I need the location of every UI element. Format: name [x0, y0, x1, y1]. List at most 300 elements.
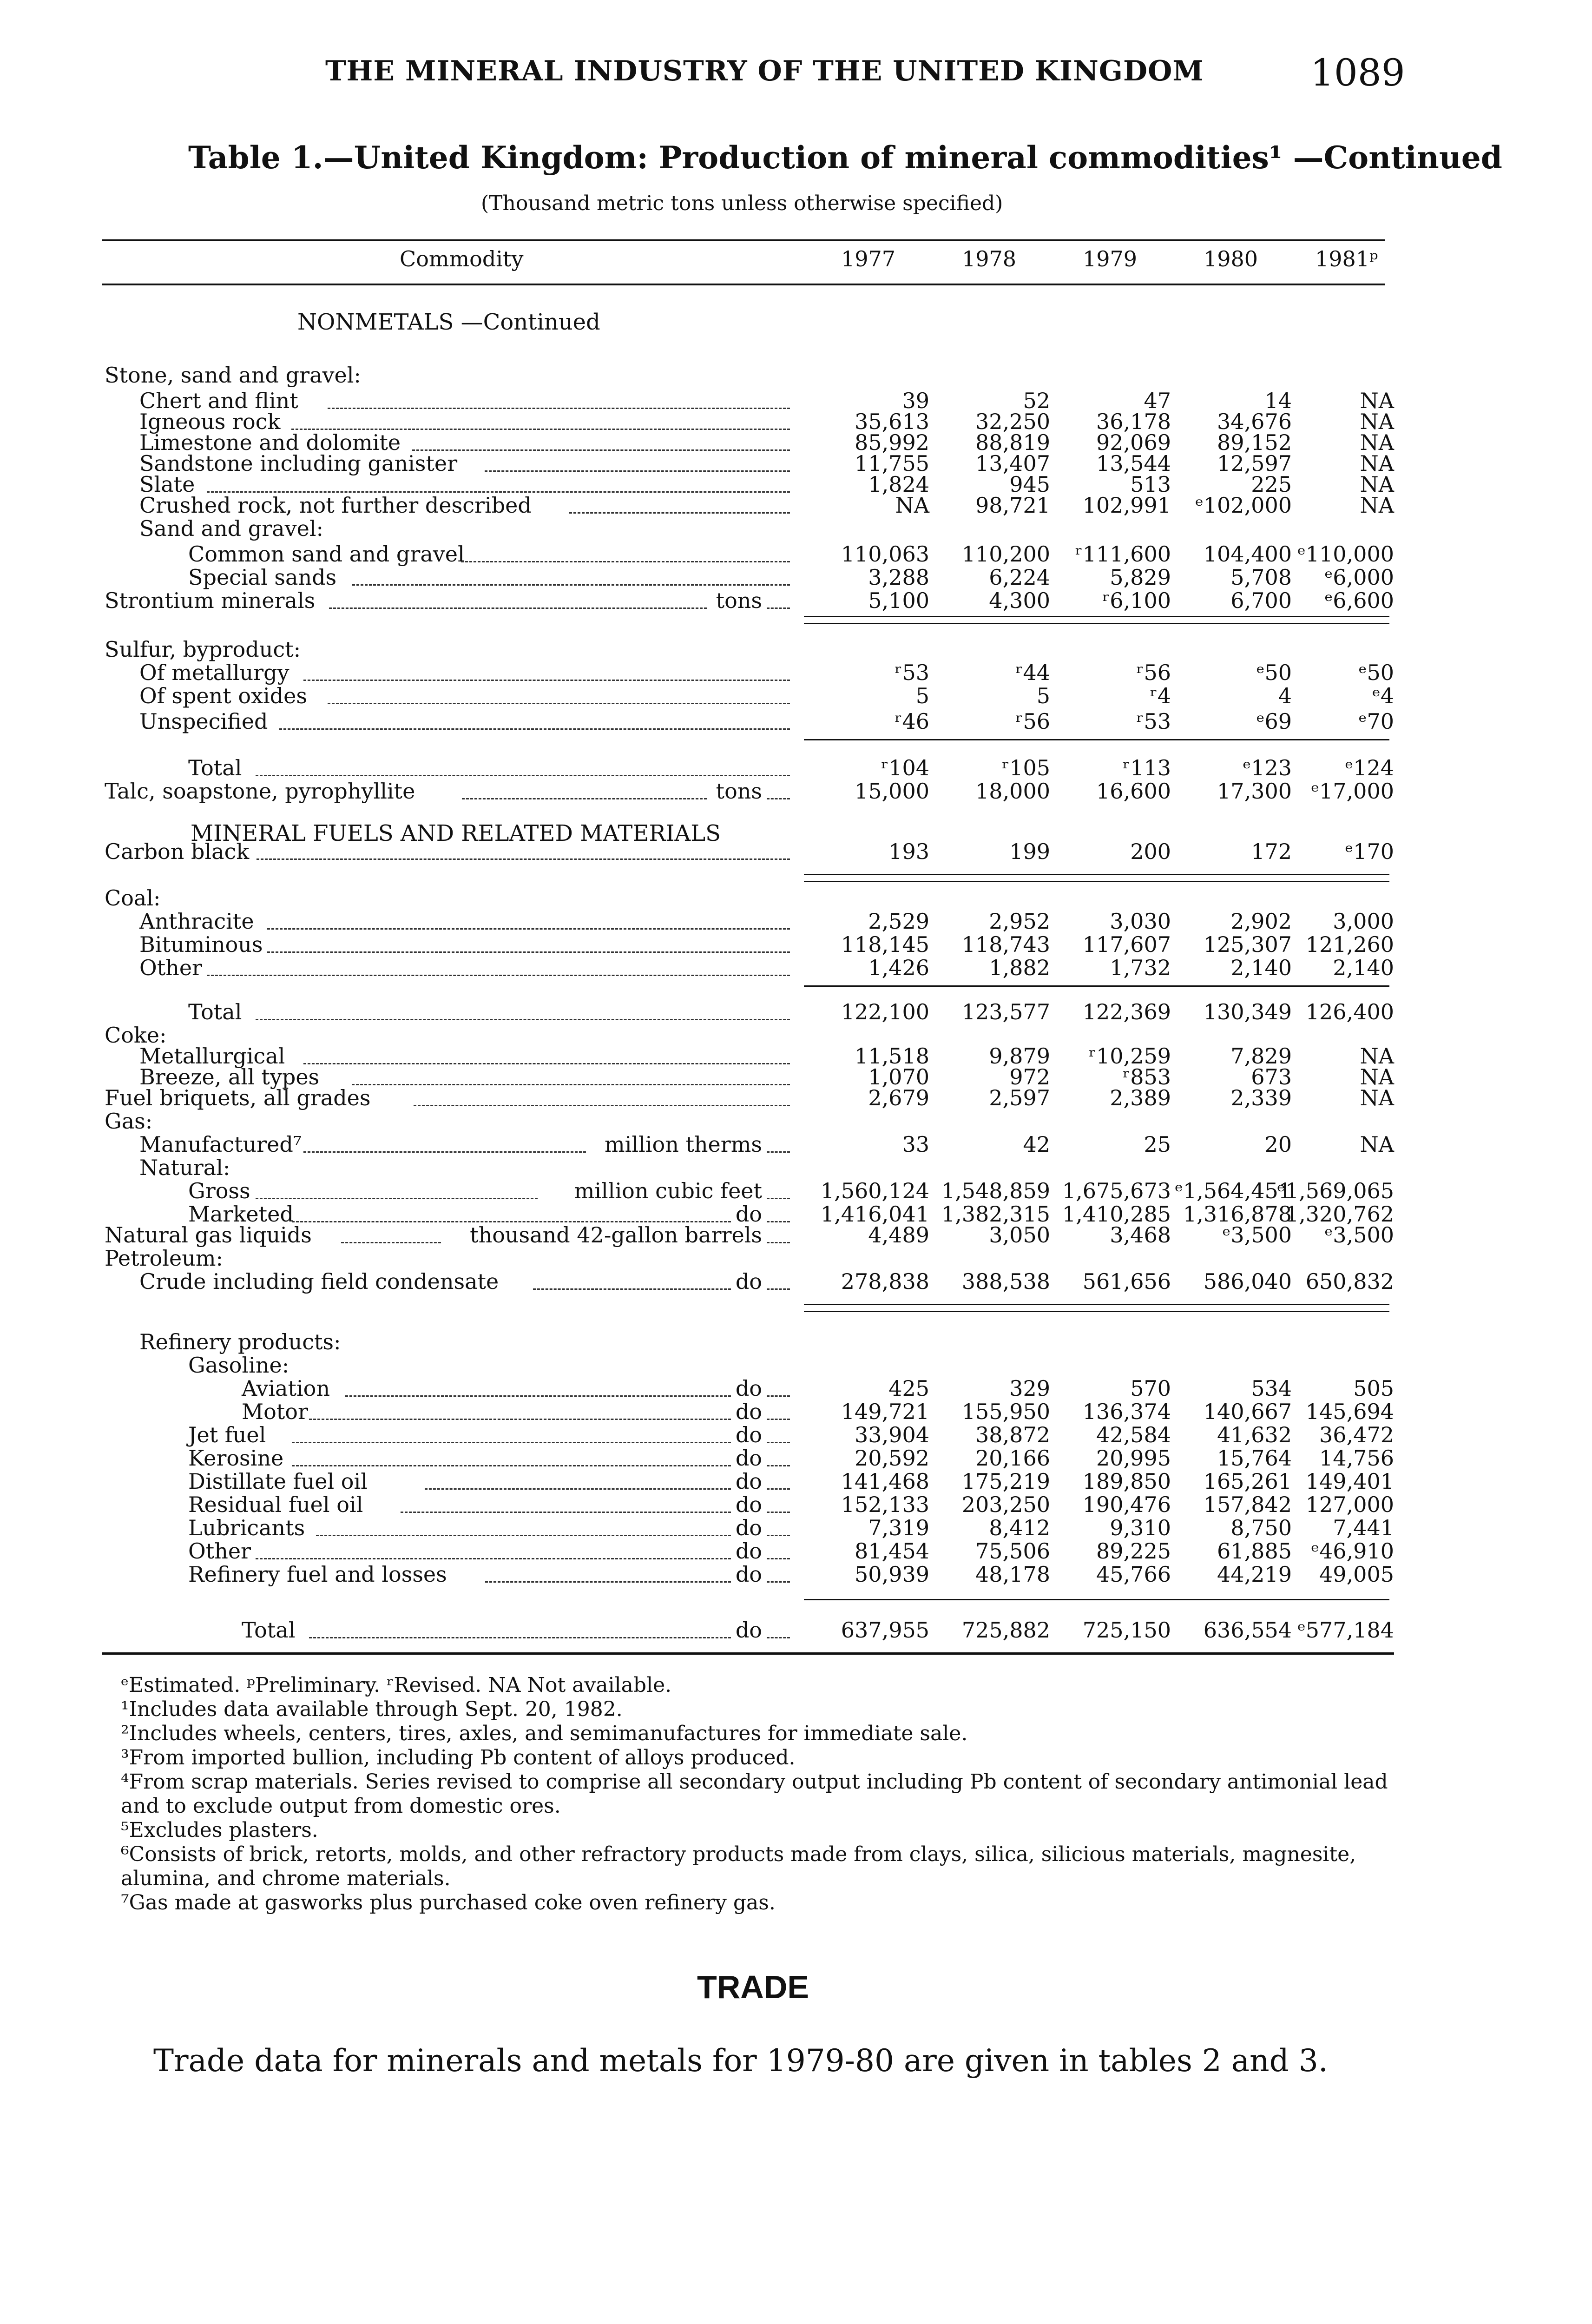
- cell-1978: 175,219: [961, 1469, 1050, 1494]
- leader-dots: [352, 584, 790, 586]
- cell-1980: 20: [1264, 1132, 1292, 1157]
- cell-1977: 5: [915, 683, 929, 708]
- row-label: Aviation: [242, 1376, 330, 1401]
- cell-1977: 1,426: [868, 955, 929, 980]
- footnote: ¹Includes data available through Sept. 20, 1982.: [121, 1697, 623, 1721]
- cell-1981: 1,320,762: [1285, 1202, 1394, 1227]
- cell-1979: 89,225: [1096, 1538, 1171, 1564]
- table-subtitle: (Thousand metric tons unless otherwise specified): [481, 191, 1003, 215]
- cell-1978: 48,178: [975, 1562, 1050, 1587]
- row-label: Strontium minerals: [105, 588, 316, 613]
- row-label: Chert and flint: [139, 388, 298, 413]
- row-label: Coal:: [105, 885, 161, 911]
- cell-1981: 2,140: [1333, 955, 1394, 980]
- leader-dots: [303, 1063, 790, 1064]
- cell-1977: 122,100: [841, 999, 929, 1024]
- cell-1978: 1,382,315: [941, 1202, 1050, 1227]
- cell-1978: 52: [1023, 388, 1050, 413]
- row-unit: do: [735, 1538, 762, 1564]
- cell-1980: 12,597: [1217, 451, 1292, 476]
- cell-1979: ʳ113: [1123, 755, 1171, 780]
- row-unit: do: [735, 1446, 762, 1471]
- cell-1978: 98,721: [975, 493, 1050, 518]
- cell-1977: 5,100: [868, 588, 929, 613]
- row-label: Unspecified: [139, 709, 268, 734]
- leader-dots: [345, 1395, 731, 1397]
- cell-1979: 136,374: [1082, 1399, 1171, 1424]
- cell-1978: 32,250: [975, 409, 1050, 434]
- cell-1979: 513: [1130, 472, 1171, 497]
- trade-heading: TRADE: [697, 1969, 809, 2005]
- cell-1981: 127,000: [1305, 1492, 1394, 1517]
- cell-1979: 9,310: [1110, 1515, 1171, 1540]
- row-label: Jet fuel: [188, 1422, 266, 1447]
- cell-1977: 1,070: [868, 1064, 929, 1089]
- cell-1978: 2,952: [989, 909, 1050, 934]
- table-title: Table 1.—United Kingdom: Production of mineral commodities¹ —Continued: [188, 139, 1502, 176]
- leader-dots: [316, 1535, 731, 1536]
- page-number: 1089: [1310, 51, 1405, 94]
- rule-strontium-2: [804, 623, 1389, 624]
- col-header-1981: 1981ᵖ: [1315, 246, 1378, 271]
- row-label: Other: [188, 1538, 251, 1564]
- cell-1977: 50,939: [855, 1562, 929, 1587]
- cell-1981: 14,756: [1319, 1446, 1394, 1471]
- cell-1977: 2,529: [868, 909, 929, 934]
- cell-1981: 505: [1353, 1376, 1394, 1401]
- row-unit: thousand 42-gallon barrels: [470, 1222, 762, 1248]
- rule-refinery-sub: [804, 1599, 1389, 1600]
- cell-1980: 534: [1251, 1376, 1292, 1401]
- cell-1980: 8,750: [1230, 1515, 1292, 1540]
- leader-dots: [256, 775, 790, 776]
- cell-1980: ᵉ123: [1243, 755, 1292, 780]
- cell-1977: 637,955: [841, 1618, 929, 1643]
- cell-1979: ʳ853: [1123, 1064, 1171, 1089]
- cell-1981: ᵉ46,910: [1311, 1538, 1394, 1564]
- leader-dots: [767, 1151, 790, 1153]
- leader-dots: [485, 470, 790, 472]
- row-label: Stone, sand and gravel:: [105, 363, 361, 388]
- row-label: Igneous rock: [139, 409, 281, 434]
- row-label: Sandstone including ganister: [139, 451, 458, 476]
- row-label: Manufactured⁷: [139, 1132, 302, 1157]
- leader-dots: [461, 561, 790, 562]
- cell-1979: 13,544: [1096, 451, 1171, 476]
- row-label: Gas:: [105, 1109, 153, 1134]
- row-label: Special sands: [188, 565, 337, 590]
- cell-1978: 5: [1036, 683, 1050, 708]
- cell-1977: 11,518: [855, 1043, 929, 1069]
- cell-1977: 33: [902, 1132, 929, 1157]
- row-unit: do: [735, 1515, 762, 1540]
- cell-1980: ᵉ102,000: [1195, 493, 1292, 518]
- leader-dots: [767, 1242, 790, 1243]
- leader-dots: [309, 1637, 731, 1638]
- row-label: Fuel briquets, all grades: [105, 1085, 371, 1110]
- row-label: Residual fuel oil: [188, 1492, 363, 1517]
- row-label: Crude including field condensate: [139, 1269, 499, 1294]
- cell-1978: 155,950: [961, 1399, 1050, 1424]
- cell-1978: ʳ44: [1015, 660, 1050, 685]
- col-header-commodity: Commodity: [400, 246, 524, 271]
- row-unit: do: [735, 1469, 762, 1494]
- cell-1979: 200: [1130, 839, 1171, 864]
- cell-1981: 121,260: [1305, 932, 1394, 957]
- row-label: Petroleum:: [105, 1246, 223, 1271]
- cell-1977: 4,489: [868, 1222, 929, 1248]
- row-unit: do: [735, 1202, 762, 1227]
- row-label: Metallurgical: [139, 1043, 285, 1069]
- cell-1980: ᵉ1,564,451: [1175, 1178, 1292, 1203]
- row-label: Anthracite: [139, 909, 254, 934]
- row-unit: do: [735, 1492, 762, 1517]
- cell-1977: 2,679: [868, 1085, 929, 1110]
- cell-1977: 3,288: [868, 565, 929, 590]
- cell-1977: 425: [888, 1376, 929, 1401]
- cell-1980: 15,764: [1217, 1446, 1292, 1471]
- cell-1978: 199: [1009, 839, 1050, 864]
- row-label: Motor: [242, 1399, 308, 1424]
- leader-dots: [303, 680, 790, 681]
- leader-dots: [767, 798, 790, 799]
- cell-1981: ᵉ3,500: [1324, 1222, 1394, 1248]
- cell-1978: 388,538: [961, 1269, 1050, 1294]
- cell-1981: ᵉ170: [1345, 839, 1394, 864]
- leader-dots: [328, 408, 790, 409]
- cell-1977: 85,992: [855, 430, 929, 455]
- cell-1977: 11,755: [855, 451, 929, 476]
- row-label: Gross: [188, 1178, 250, 1203]
- row-label: Crushed rock, not further described: [139, 493, 532, 518]
- leader-dots: [767, 1488, 790, 1490]
- cell-1981: NA: [1360, 451, 1394, 476]
- cell-1978: 8,412: [989, 1515, 1050, 1540]
- cell-1979: 725,150: [1082, 1618, 1171, 1643]
- cell-1977: NA: [895, 493, 929, 518]
- leader-dots: [767, 1581, 790, 1583]
- cell-1980: 165,261: [1203, 1469, 1292, 1494]
- row-unit: do: [735, 1562, 762, 1587]
- row-label: Other: [139, 955, 203, 980]
- row-label: Refinery fuel and losses: [188, 1562, 447, 1587]
- footnote: ⁴From scrap materials. Series revised to comprise all secondary output including Pb content of secondary antimonial lead and to exclude output from domestic ores.: [121, 1770, 1388, 1818]
- cell-1978: 945: [1009, 472, 1050, 497]
- cell-1979: 20,995: [1096, 1446, 1171, 1471]
- cell-1981: ᵉ1,569,065: [1277, 1178, 1394, 1203]
- leader-dots: [328, 703, 790, 704]
- leader-dots: [414, 1105, 790, 1106]
- rule-crude-2: [804, 1311, 1389, 1312]
- row-label: Sulfur, byproduct:: [105, 637, 301, 662]
- cell-1980: 34,676: [1217, 409, 1292, 434]
- cell-1981: ᵉ110,000: [1297, 541, 1394, 567]
- cell-1978: 110,200: [961, 541, 1050, 567]
- cell-1980: 130,349: [1203, 999, 1292, 1024]
- cell-1978: 329: [1009, 1376, 1050, 1401]
- cell-1977: 7,319: [868, 1515, 929, 1540]
- leader-dots: [462, 798, 707, 799]
- cell-1981: NA: [1360, 1085, 1394, 1110]
- row-label: Coke:: [105, 1023, 167, 1048]
- cell-1981: NA: [1360, 1043, 1394, 1069]
- row-unit: do: [735, 1618, 762, 1643]
- leader-dots: [292, 1465, 731, 1466]
- cell-1980: 104,400: [1203, 541, 1292, 567]
- col-header-1979: 1979: [1083, 246, 1138, 271]
- cell-1977: 278,838: [841, 1269, 929, 1294]
- leader-dots: [425, 1488, 731, 1490]
- cell-1978: 6,224: [989, 565, 1050, 590]
- row-label: Distillate fuel oil: [188, 1469, 368, 1494]
- rule-sulfur-sub: [804, 739, 1389, 740]
- cell-1977: 110,063: [841, 541, 929, 567]
- row-unit: tons: [716, 588, 762, 613]
- cell-1977: ʳ104: [881, 755, 929, 780]
- cell-1979: 42,584: [1096, 1422, 1171, 1447]
- cell-1979: 45,766: [1096, 1562, 1171, 1587]
- cell-1980: 41,632: [1217, 1422, 1292, 1447]
- row-label: Lubricants: [188, 1515, 305, 1540]
- cell-1977: 1,416,041: [820, 1202, 929, 1227]
- cell-1980: 2,339: [1230, 1085, 1292, 1110]
- cell-1979: 189,850: [1082, 1469, 1171, 1494]
- cell-1980: 17,300: [1217, 779, 1292, 804]
- leader-dots: [352, 1084, 790, 1085]
- row-label: Slate: [139, 472, 195, 497]
- cell-1979: 16,600: [1096, 779, 1171, 804]
- cell-1977: 20,592: [855, 1446, 929, 1471]
- cell-1978: 203,250: [961, 1492, 1050, 1517]
- cell-1980: 225: [1251, 472, 1292, 497]
- cell-1978: 1,548,859: [941, 1178, 1050, 1203]
- cell-1978: 75,506: [975, 1538, 1050, 1564]
- cell-1981: NA: [1360, 1064, 1394, 1089]
- row-unit: do: [735, 1269, 762, 1294]
- table-bottom-rule: [102, 1652, 1394, 1655]
- row-label: Of metallurgy: [139, 660, 289, 685]
- cell-1980: 673: [1251, 1064, 1292, 1089]
- leader-dots: [767, 1198, 790, 1199]
- cell-1981: 650,832: [1305, 1269, 1394, 1294]
- cell-1979: 36,178: [1096, 409, 1171, 434]
- leader-dots: [485, 1581, 731, 1583]
- cell-1979: ʳ111,600: [1075, 541, 1171, 567]
- cell-1981: NA: [1360, 1132, 1394, 1157]
- row-label: Total: [188, 755, 242, 780]
- col-header-1980: 1980: [1204, 246, 1258, 271]
- cell-1977: 152,133: [841, 1492, 929, 1517]
- cell-1981: NA: [1360, 388, 1394, 413]
- cell-1981: 36,472: [1319, 1422, 1394, 1447]
- cell-1978: 3,050: [989, 1222, 1050, 1248]
- running-head: THE MINERAL INDUSTRY OF THE UNITED KINGDOM: [325, 55, 1204, 87]
- cell-1980: 586,040: [1203, 1269, 1292, 1294]
- leader-dots: [267, 928, 790, 930]
- row-unit: do: [735, 1399, 762, 1424]
- cell-1981: ᵉ17,000: [1311, 779, 1394, 804]
- row-unit: tons: [716, 779, 762, 804]
- cell-1980: 14: [1264, 388, 1292, 413]
- cell-1980: ᵉ69: [1256, 709, 1292, 734]
- row-label: Refinery products:: [139, 1329, 341, 1354]
- section-nonmetals: NONMETALS —Continued: [297, 309, 600, 335]
- cell-1980: 636,554: [1203, 1618, 1292, 1643]
- cell-1977: 118,145: [841, 932, 929, 957]
- leader-dots: [401, 1512, 731, 1513]
- row-unit: million therms: [605, 1132, 762, 1157]
- rule-strontium: [804, 616, 1389, 617]
- cell-1980: 6,700: [1230, 588, 1292, 613]
- cell-1980: 5,708: [1230, 565, 1292, 590]
- cell-1978: 9,879: [989, 1043, 1050, 1069]
- cell-1980: 89,152: [1217, 430, 1292, 455]
- leader-dots: [303, 1151, 586, 1153]
- leader-dots: [309, 1419, 731, 1420]
- cell-1981: NA: [1360, 430, 1394, 455]
- row-label: Bituminous: [139, 932, 263, 957]
- cell-1981: ᵉ6,000: [1324, 565, 1394, 590]
- footnote: ³From imported bullion, including Pb content of alloys produced.: [121, 1746, 796, 1769]
- cell-1977: 15,000: [855, 779, 929, 804]
- leader-dots: [256, 1198, 538, 1199]
- col-header-1977: 1977: [841, 246, 896, 271]
- leader-dots: [767, 1535, 790, 1536]
- row-unit: do: [735, 1376, 762, 1401]
- row-label: Talc, soapstone, pyrophyllite: [105, 779, 415, 804]
- cell-1978: ʳ56: [1015, 709, 1050, 734]
- cell-1979: 1,675,673: [1062, 1178, 1171, 1203]
- row-label: Natural gas liquids: [105, 1222, 312, 1248]
- cell-1981: ᵉ50: [1358, 660, 1394, 685]
- leader-dots: [767, 1637, 790, 1638]
- cell-1981: ᵉ124: [1345, 755, 1394, 780]
- rule-carbon: [804, 874, 1389, 875]
- row-label: Gasoline:: [188, 1353, 289, 1378]
- cell-1978: 18,000: [975, 779, 1050, 804]
- cell-1979: 5,829: [1110, 565, 1171, 590]
- footnote: ᵉEstimated. ᵖPreliminary. ʳRevised. NA Not available.: [121, 1673, 672, 1697]
- cell-1979: ʳ10,259: [1089, 1043, 1171, 1069]
- cell-1979: 570: [1130, 1376, 1171, 1401]
- leader-dots: [767, 1221, 790, 1222]
- row-label: Breeze, all types: [139, 1064, 320, 1089]
- leader-dots: [767, 607, 790, 609]
- rule-coal-sub: [804, 985, 1389, 987]
- cell-1977: 149,721: [841, 1399, 929, 1424]
- col-header-1978: 1978: [962, 246, 1017, 271]
- cell-1981: 3,000: [1333, 909, 1394, 934]
- cell-1980: ᵉ3,500: [1222, 1222, 1292, 1248]
- cell-1980: 44,219: [1217, 1562, 1292, 1587]
- cell-1978: 972: [1009, 1064, 1050, 1089]
- cell-1981: ᵉ70: [1358, 709, 1394, 734]
- cell-1981: 149,401: [1305, 1469, 1394, 1494]
- cell-1979: ʳ4: [1150, 683, 1171, 708]
- rule-crude: [804, 1304, 1389, 1305]
- row-label: Sand and gravel:: [139, 516, 324, 541]
- cell-1979: 25: [1144, 1132, 1171, 1157]
- footnote: ⁶Consists of brick, retorts, molds, and other refractory products made from clays, silica, silicious materials, magnesite, alumina, and chrome materials.: [121, 1842, 1356, 1890]
- section-fuels: MINERAL FUELS AND RELATED MATERIALS: [191, 820, 721, 846]
- footnote: ⁵Excludes plasters.: [121, 1818, 318, 1842]
- leader-dots: [256, 1558, 731, 1559]
- cell-1978: 123,577: [961, 999, 1050, 1024]
- cell-1980: 2,902: [1230, 909, 1292, 934]
- leader-dots: [767, 1465, 790, 1466]
- cell-1981: ᵉ6,600: [1324, 588, 1394, 613]
- leader-dots: [412, 449, 790, 451]
- cell-1977: 81,454: [855, 1538, 929, 1564]
- cell-1981: NA: [1360, 493, 1394, 518]
- cell-1977: 1,824: [868, 472, 929, 497]
- cell-1979: 1,410,285: [1062, 1202, 1171, 1227]
- leader-dots: [767, 1395, 790, 1397]
- row-label: Of spent oxides: [139, 683, 307, 708]
- row-label: Kerosine: [188, 1446, 284, 1471]
- cell-1980: 61,885: [1217, 1538, 1292, 1564]
- cell-1979: 2,389: [1110, 1085, 1171, 1110]
- cell-1978: 4,300: [989, 588, 1050, 613]
- cell-1979: 47: [1144, 388, 1171, 413]
- cell-1979: 561,656: [1082, 1269, 1171, 1294]
- row-label: Carbon black: [105, 839, 250, 864]
- leader-dots: [767, 1512, 790, 1513]
- leader-dots: [767, 1442, 790, 1443]
- row-label: Natural:: [139, 1155, 230, 1180]
- leader-dots: [329, 607, 707, 609]
- cell-1978: 725,882: [961, 1618, 1050, 1643]
- cell-1979: 122,369: [1082, 999, 1171, 1024]
- cell-1979: 3,030: [1110, 909, 1171, 934]
- leader-dots: [767, 1288, 790, 1290]
- leader-dots: [256, 1019, 790, 1020]
- cell-1981: 49,005: [1319, 1562, 1394, 1587]
- trade-text: Trade data for minerals and metals for 1979-80 are given in tables 2 and 3.: [153, 2043, 1328, 2079]
- cell-1981: 126,400: [1305, 999, 1394, 1024]
- cell-1979: 92,069: [1096, 430, 1171, 455]
- row-unit: do: [735, 1422, 762, 1447]
- cell-1980: 157,842: [1203, 1492, 1292, 1517]
- row-label: Common sand and gravel: [188, 541, 465, 567]
- cell-1977: ʳ53: [895, 660, 929, 685]
- cell-1980: 7,829: [1230, 1043, 1292, 1069]
- cell-1977: 193: [888, 839, 929, 864]
- row-label: Total: [188, 999, 242, 1024]
- leader-dots: [292, 1442, 731, 1443]
- cell-1977: 33,904: [855, 1422, 929, 1447]
- cell-1978: 42: [1023, 1132, 1050, 1157]
- leader-dots: [207, 975, 790, 976]
- row-label: Total: [242, 1618, 296, 1643]
- leader-dots: [767, 1419, 790, 1420]
- leader-dots: [267, 951, 790, 953]
- cell-1981: ᵉ4: [1372, 683, 1394, 708]
- cell-1980: 125,307: [1203, 932, 1292, 957]
- row-label: Marketed: [188, 1202, 294, 1227]
- leader-dots: [569, 512, 790, 514]
- cell-1979: 102,991: [1082, 493, 1171, 518]
- cell-1978: 20,166: [975, 1446, 1050, 1471]
- cell-1977: 39: [902, 388, 929, 413]
- cell-1979: 1,732: [1110, 955, 1171, 980]
- cell-1979: 3,468: [1110, 1222, 1171, 1248]
- cell-1979: 190,476: [1082, 1492, 1171, 1517]
- leader-dots: [341, 1242, 441, 1243]
- row-label: Limestone and dolomite: [139, 430, 401, 455]
- cell-1977: 1,560,124: [820, 1178, 929, 1203]
- rule-carbon-2: [804, 881, 1389, 882]
